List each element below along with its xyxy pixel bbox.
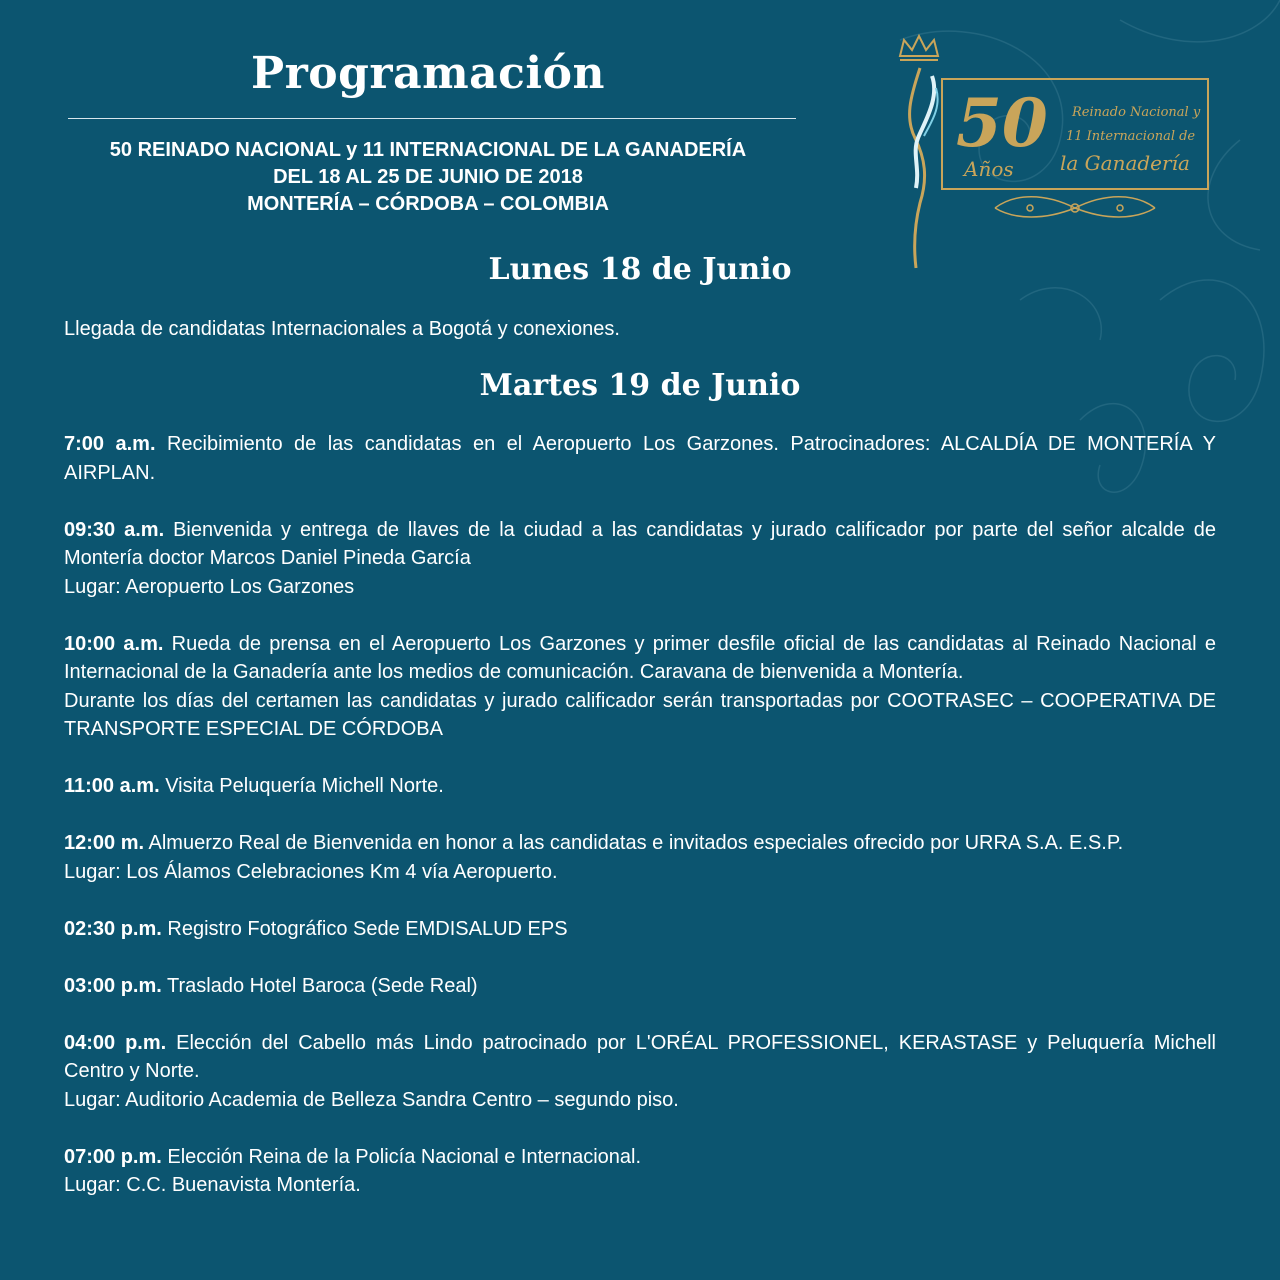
event-time: 02:30 p.m. (64, 917, 162, 940)
event-time: 11:00 a.m. (64, 775, 160, 797)
ornament-icon (995, 197, 1155, 217)
logo-text-line3: la Ganadería (1060, 151, 1190, 175)
title-divider (68, 118, 796, 119)
logo-text-line2: 11 Internacional de (1066, 129, 1196, 144)
schedule-item (64, 1143, 1216, 1200)
event-location: MONTERÍA – CÓRDOBA – COLOMBIA (247, 193, 609, 215)
schedule-item (64, 829, 1216, 886)
logo-text-line1: Reinado Nacional y (1072, 105, 1201, 120)
schedule-item (64, 516, 1216, 602)
event-description: Almuerzo Real de Bienvenida en honor a las candidatas e invitados especiales ofrecido por URRA S.A. E.S.P. (148, 832, 1124, 854)
logo-years: Años (964, 157, 1014, 181)
event-dates: DEL 18 AL 25 DE JUNIO DE 2018 (273, 166, 583, 188)
schedule-item (64, 772, 1216, 801)
event-description: Traslado Hotel Baroca (Sede Real) (167, 974, 478, 997)
event-subheading (60, 137, 796, 218)
schedule-item (64, 1029, 1216, 1115)
event-time: 10:00 a.m. (64, 632, 164, 655)
logo-number: 50 (956, 84, 1048, 162)
page-title: Programación (251, 48, 605, 99)
event-time: 03:00 p.m. (64, 974, 162, 997)
event-venue: Lugar: Auditorio Academia de Belleza Sandra Centro – segundo piso. (64, 1088, 679, 1111)
crown-icon (900, 36, 938, 60)
event-description: Visita Peluquería Michell Norte. (165, 775, 444, 797)
event-description: Recibimiento de las candidatas en el Aeropuerto Los Garzones. Patrocinadores: ALCALDÍA DE MONTERÍA Y AIRPLAN. (64, 433, 1217, 484)
event-description: Elección Reina de la Policía Nacional e Internacional. (167, 1145, 642, 1168)
tuesday-schedule (64, 430, 1216, 1228)
monday-description: Llegada de candidatas Internacionales a Bogotá y conexiones. (64, 318, 620, 340)
event-time: 7:00 a.m. (64, 433, 156, 455)
day-title-tuesday: Martes 19 de Junio (479, 368, 801, 403)
event-description: Bienvenida y entrega de llaves de la ciudad a las candidatas y jurado calificador por parte del señor alcalde de Montería doctor Marcos Daniel Pineda García (64, 518, 1216, 569)
event-time: 04:00 p.m. (64, 1031, 167, 1054)
50-years-logo (880, 28, 1220, 278)
event-venue: Lugar: C.C. Buenavista Montería. (64, 1174, 361, 1196)
schedule-item (64, 972, 1216, 1001)
event-description: Registro Fotográfico Sede EMDISALUD EPS (167, 917, 568, 940)
event-time: 07:00 p.m. (64, 1145, 162, 1168)
event-venue: Lugar: Los Álamos Celebraciones Km 4 vía Aeropuerto. (64, 860, 558, 883)
event-time: 09:30 a.m. (64, 518, 165, 541)
schedule-item (64, 630, 1216, 744)
event-description: Elección del Cabello más Lindo patrocinado por L'ORÉAL PROFESSIONEL, KERASTASE y Peluquería Michell Centro y Norte. (64, 1031, 1216, 1082)
event-time: 12:00 m. (64, 832, 145, 854)
day-title-monday: Lunes 18 de Junio (488, 252, 792, 287)
event-description: Rueda de prensa en el Aeropuerto Los Garzones y primer desfile oficial de las candidatas al Reinado Nacional e Internacional de la Ganadería ante los medios de comunicación. Caravana de bienvenida a Montería. (64, 632, 1216, 683)
schedule-item (64, 430, 1216, 487)
event-note: Durante los días del certamen las candidatas y jurado calificador serán transportadas por COOTRASEC – COOPERATIVA DE TRANSPORTE ESPECIAL DE CÓRDOBA (64, 689, 1216, 740)
event-name: 50 REINADO NACIONAL y 11 INTERNACIONAL DE LA GANADERÍA (109, 139, 747, 161)
sash-silhouette-icon (910, 68, 938, 268)
schedule-item (64, 915, 1216, 944)
event-venue: Lugar: Aeropuerto Los Garzones (64, 575, 355, 598)
